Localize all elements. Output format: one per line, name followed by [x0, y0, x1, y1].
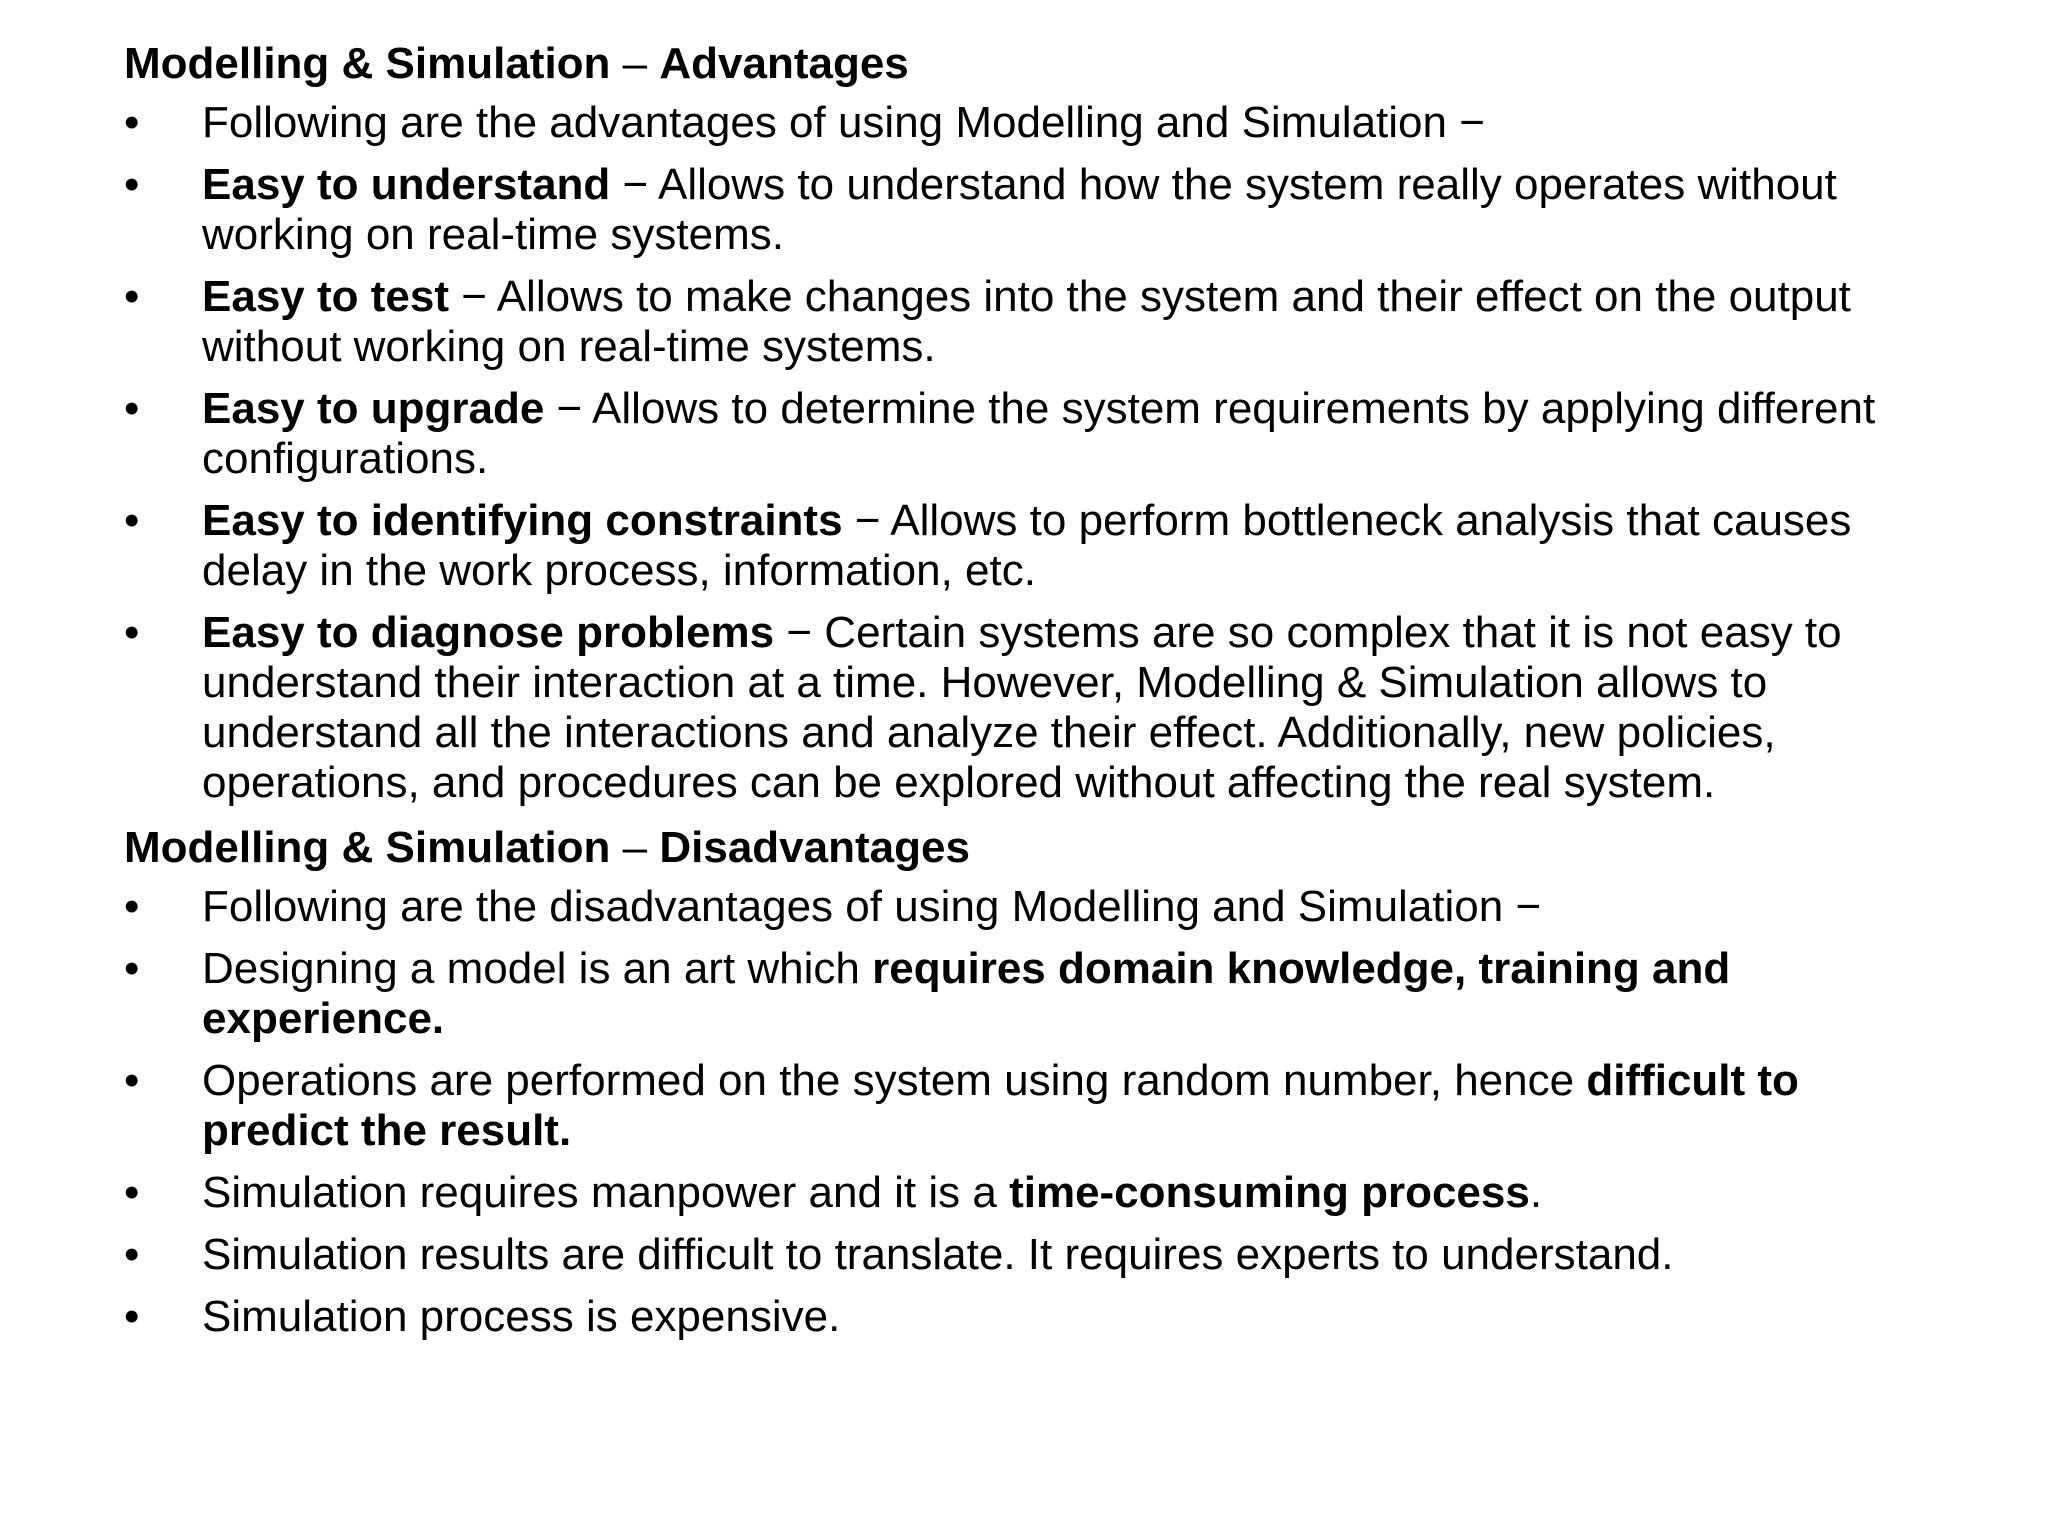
advantage-item-constraints — [124, 496, 1954, 596]
bullet-icon: • — [124, 1292, 140, 1341]
disadvantages-intro-item — [124, 882, 1954, 932]
advantage-term: Easy to upgrade — [202, 384, 545, 433]
disadvantages-intro: Following are the disadvantages of using Modelling and Simulation − — [202, 882, 1542, 931]
advantage-text: − Allows to determine the system requirements by applying different configurations. — [202, 384, 1876, 483]
advantage-term: Easy to understand — [202, 160, 611, 209]
bullet-icon: • — [124, 944, 140, 993]
advantage-text: − Allows to understand how the system really operates without working on real-time systems. — [202, 160, 1837, 259]
bullet-icon: • — [124, 882, 140, 931]
bullet-icon: • — [124, 384, 140, 433]
disadvantage-item-random — [124, 1056, 1954, 1156]
advantage-term: Easy to diagnose problems — [202, 608, 775, 657]
advantage-item-upgrade — [124, 384, 1954, 484]
disadvantage-emphasis: requires domain knowledge, training and experience. — [202, 944, 1731, 1043]
advantage-text: − Certain systems are so complex that it is not easy to understand their interaction at a time. However, Modelling & Simulation allows to understand all the interactions and analyze their effect. Additionally, new policies, operations, and procedures can be explored without affecting the real system. — [202, 608, 1842, 807]
bullet-icon: • — [124, 1230, 140, 1279]
disadvantage-text: Simulation requires manpower and it is a — [202, 1168, 1010, 1217]
disadvantage-text: Simulation results are difficult to translate. It requires experts to understand. — [202, 1230, 1674, 1279]
disadvantage-text: Simulation process is expensive. — [202, 1292, 841, 1341]
disadvantage-item-translate — [124, 1230, 1954, 1280]
advantage-text: − Allows to perform bottleneck analysis that causes delay in the work process, information, etc. — [202, 496, 1852, 595]
bullet-icon: • — [124, 608, 140, 657]
disadvantages-list — [124, 882, 1954, 1342]
slide — [124, 36, 1954, 1354]
disadvantage-emphasis: time-consuming process — [1009, 1168, 1530, 1217]
advantages-intro: Following are the advantages of using Modelling and Simulation − — [202, 98, 1485, 147]
disadvantage-text: Designing a model is an art which — [202, 944, 873, 993]
advantage-item-diagnose — [124, 608, 1954, 808]
bullet-icon: • — [124, 1056, 140, 1105]
disadvantages-heading-main: Modelling & Simulation — [124, 823, 611, 872]
bullet-icon: • — [124, 272, 140, 321]
advantages-heading — [124, 36, 1954, 92]
disadvantages-heading-tail: Disadvantages — [659, 823, 970, 872]
disadvantage-item-design — [124, 944, 1954, 1044]
disadvantages-heading-dash: – — [610, 823, 660, 872]
bullet-icon: • — [124, 160, 140, 209]
bullet-icon: • — [124, 496, 140, 545]
advantages-heading-main: Modelling & Simulation — [124, 39, 611, 88]
advantages-heading-tail: Advantages — [659, 39, 909, 88]
disadvantage-emphasis: difficult to predict the result. — [202, 1056, 1799, 1155]
disadvantage-item-manpower — [124, 1168, 1954, 1218]
advantage-term: Easy to test — [202, 272, 449, 321]
advantage-term: Easy to identifying constraints — [202, 496, 843, 545]
disadvantage-text-end: . — [1529, 1168, 1543, 1217]
advantages-intro-item — [124, 98, 1954, 148]
advantages-list — [124, 98, 1954, 808]
disadvantage-text: Operations are performed on the system using random number, hence — [202, 1056, 1587, 1105]
advantage-item-understand — [124, 160, 1954, 260]
advantage-text: − Allows to make changes into the system and their effect on the output without working on real-time systems. — [202, 272, 1851, 371]
disadvantages-heading — [124, 820, 1954, 876]
advantage-item-test — [124, 272, 1954, 372]
disadvantage-item-expensive — [124, 1292, 1954, 1342]
bullet-icon: • — [124, 98, 140, 147]
bullet-icon: • — [124, 1168, 140, 1217]
advantages-heading-dash: – — [610, 39, 660, 88]
